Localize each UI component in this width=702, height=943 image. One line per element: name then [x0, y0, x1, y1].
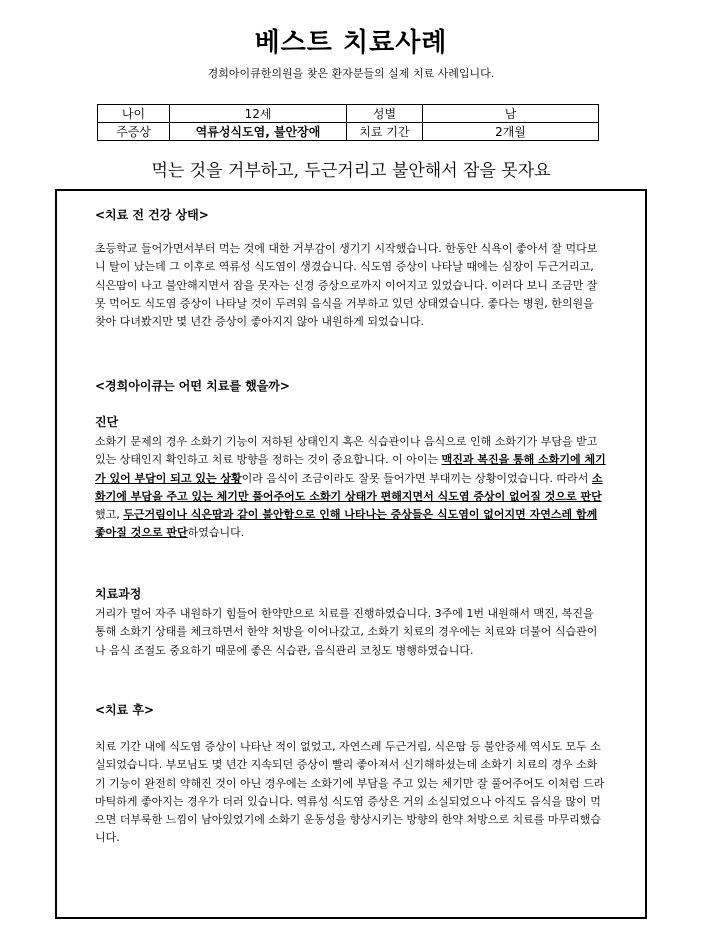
age-value: 12세 — [170, 105, 347, 123]
diagnosis-highlight-1: 맥진과 복진을 통해 소화기에 체기가 있어 부담이 되고 있는 상황 — [95, 453, 606, 485]
sex-value: 남 — [423, 105, 599, 123]
patient-info-table — [97, 104, 599, 141]
symptom-label: 주증상 — [98, 123, 170, 141]
diagnosis-highlight-3: 두근거림이나 식은땀과 같이 불안함으로 인해 나타나는 증상들은 식도염이 없어지면 자연스레 함께 좋아질 것으로 판단 — [95, 508, 598, 540]
after-body: 치료 기간 내에 식도염 증상이 나타난 적이 없었고, 자연스레 두근거림, 식은땀 등 불안증세 역시도 모두 소실되었습니다. 부모님도 몇 년간 지속되던 증상이 빨리 좋아져서 신기해하셨는데 소화기 치료의 경우 소화기 기능이 완전히 약해진 것이 아닌 경우에는 소화기에 부담을 주고 있는 체기만 잘 풀어주어도 이처럼 드라마틱하게 좋아지는 경우가 더러 있습니다. 역류성 식도염 증상은 거의 소실되었으나 아직도 음식을 많이 먹으면 더부룩한 느낌이 남아있었기에 소화기 운동성을 향상시키는 방향의 한약 처방으로 치료를 마무리했습니다. — [95, 740, 605, 845]
case-content-box — [55, 189, 647, 919]
diagnosis-highlight-2: 소화기에 부담을 주고 있는 체기만 풀어주어도 소화기 상태가 편해지면서 식도염 증상이 없어질 것으로 판단 — [95, 471, 603, 503]
treatment-heading: <경희아이큐는 어떤 치료를 했을까> — [95, 379, 290, 393]
before-body: 초등학교 들어가면서부터 먹는 것에 대한 거부감이 생기기 시작했습니다. 한동안 식욕이 좋아서 잘 먹다보니 탈이 났는데 그 이후로 역류성 식도염이 생겼습니다. 식도염 증상이 나타날 때에는 심장이 두근거리고, 식은땀이 나고 불안해지면서 잠을 못자는 신경 증상으로까지 이어지고 있었습니다. 이러다 보니 조금만 잘못 먹어도 식도염 증상이 나타날 것이 두려워 음식을 거부하고 있던 상태였습니다. 좋다는 병원, 한의원을 찾아 다녀봤지만 몇 년간 증상이 좋아지지 않아 내원하게 되었습니다. — [95, 242, 598, 329]
diagnosis-body: 소화기 문제의 경우 소화기 기능이 저하된 상태인지 혹은 식습관이나 음식으로 인해 소화기가 부담을 받고 있는 상태인지 확인하고 치료 방향을 정하는 것이 중요합니다. 이 아이는 맥진과 복진을 통해 소화기에 체기가 있어 부담이 되고 있는 상황이라 음식이 조금이라도 잘못 들어가면 부대끼는 상황이었습니다. 따라서 소화기에 부담을 주고 있는 체기만 풀어주어도 소화기 상태가 편해지면서 식도염 증상이 없어질 것으로 판단했고, 두근거림이나 식은땀과 같이 불안함으로 인해 나타나는 증상들은 식도염이 없어지면 자연스레 함께 좋아질 것으로 판단하였습니다. — [95, 435, 606, 540]
period-label: 치료 기간 — [347, 123, 423, 141]
symptom-value: 역류성식도염, 불안장애 — [170, 123, 347, 141]
period-value: 2개월 — [423, 123, 599, 141]
case-headline: 먹는 것을 거부하고, 두근거리고 불안해서 잠을 못자요 — [151, 161, 551, 181]
table-row — [98, 123, 599, 141]
age-label: 나이 — [98, 105, 170, 123]
process-body: 거리가 멀어 자주 내원하기 힘들어 한약만으로 치료를 진행하였습니다. 3주에 1번 내원해서 맥진, 복진을 통해 소화기 상태를 체크하면서 한약 처방을 이어나갔고, 소화기 치료의 경우에는 치료와 더불어 식습관이나 음식 조절도 중요하기 때문에 좋은 식습관, 음식관리 코칭도 병행하였습니다. — [95, 607, 598, 657]
before-heading: <치료 전 건강 상태> — [95, 208, 209, 222]
after-heading: <치료 후> — [95, 703, 155, 717]
table-row — [98, 105, 599, 123]
page-title: 베스트 치료사례 — [254, 28, 448, 58]
diagnosis-heading: 진단 — [95, 415, 119, 429]
sex-label: 성별 — [347, 105, 423, 123]
process-heading: 치료과정 — [95, 587, 142, 601]
page-subtitle: 경희아이큐한의원을 찾은 환자분들의 실제 치료 사례입니다. — [207, 67, 495, 80]
